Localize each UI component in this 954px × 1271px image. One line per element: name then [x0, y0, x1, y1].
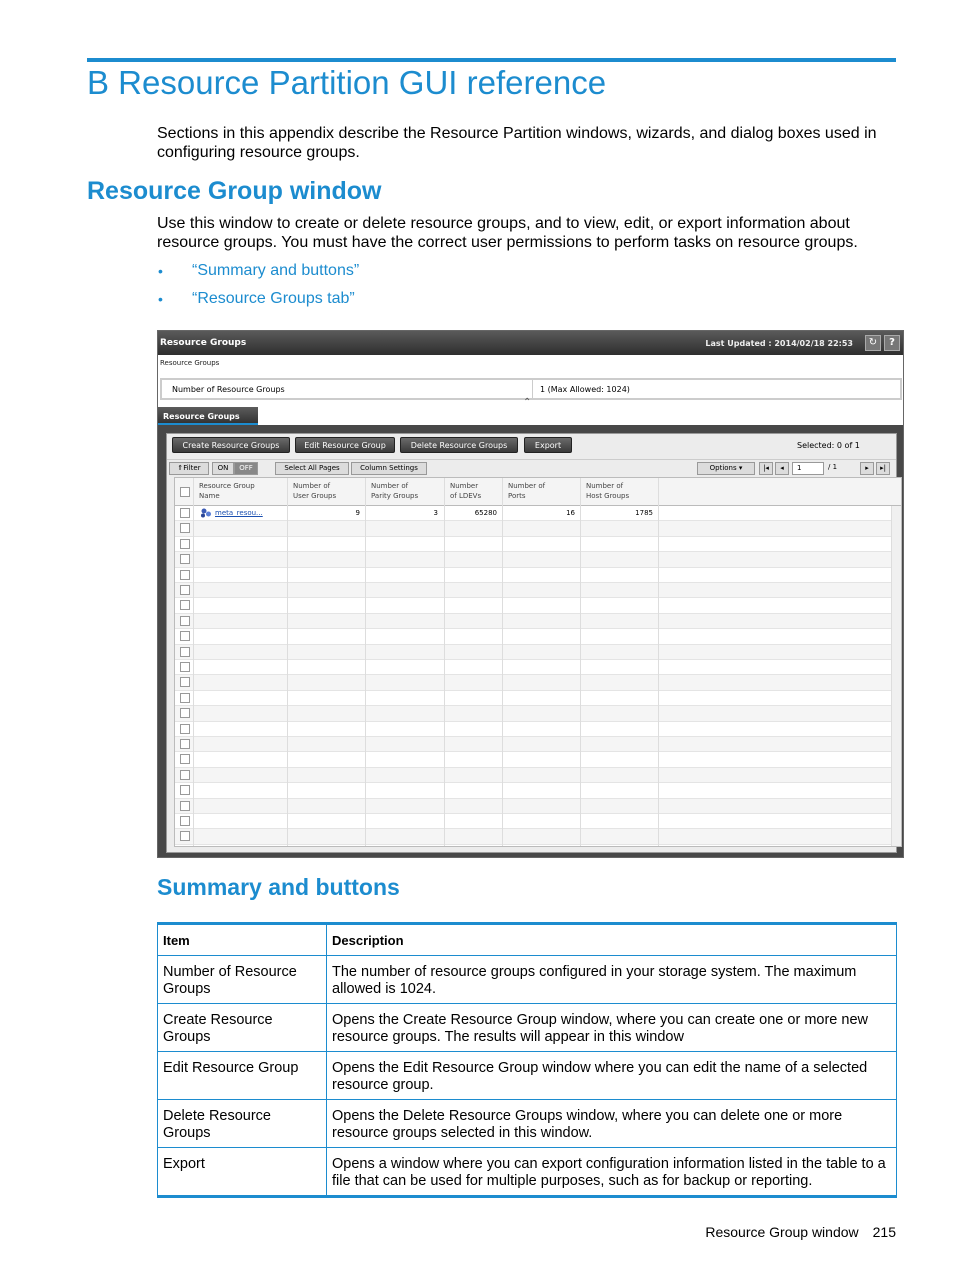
summary-label: Number of Resource Groups — [172, 385, 285, 394]
table-row — [158, 1052, 897, 1100]
table-row[interactable] — [175, 598, 901, 613]
create-resource-groups-button[interactable]: Create Resource Groups — [172, 437, 290, 453]
resource-groups-table — [174, 477, 902, 847]
prev-page-icon[interactable]: ◂ — [775, 462, 789, 475]
list-item — [157, 261, 359, 289]
divider — [193, 478, 194, 847]
table-row[interactable] — [175, 568, 901, 583]
page-number-input[interactable]: 1 — [792, 462, 824, 475]
filter-off-toggle[interactable]: OFF — [234, 462, 258, 475]
table-row[interactable] — [175, 722, 901, 737]
table-row[interactable] — [175, 660, 901, 675]
table-row[interactable] — [175, 706, 901, 721]
table-row[interactable] — [175, 783, 901, 798]
table-header-row — [158, 924, 897, 956]
divider — [658, 478, 659, 847]
row-checkbox[interactable] — [180, 739, 190, 749]
link-resource-groups-tab[interactable]: “Resource Groups tab” — [192, 290, 355, 307]
last-updated: Last Updated : 2014/02/18 22:53 — [705, 339, 853, 348]
summary-value: 1 (Max Allowed: 1024) — [540, 385, 630, 394]
first-page-icon[interactable]: |◂ — [759, 462, 773, 475]
table-row[interactable] — [175, 752, 901, 767]
divider — [444, 478, 445, 847]
table-row — [158, 1148, 897, 1197]
column-header-parity-groups: Number of Parity Groups — [371, 482, 419, 500]
row-parity-groups: 3 — [433, 509, 438, 517]
row-ports: 16 — [566, 509, 575, 517]
chapter-title: B Resource Partition GUI reference — [87, 64, 607, 101]
table-row[interactable] — [175, 537, 901, 552]
selected-count: Selected: 0 of 1 — [797, 441, 860, 450]
column-header-item: Item — [158, 924, 327, 956]
table-row[interactable] — [175, 799, 901, 814]
window-titlebar — [158, 331, 903, 355]
row-checkbox[interactable] — [180, 677, 190, 687]
column-header-host-groups: Number of Host Groups — [586, 482, 630, 500]
page-footer — [705, 1224, 896, 1240]
row-ldevs: 65280 — [474, 509, 497, 517]
table-row[interactable] — [175, 629, 901, 644]
table-toolbar — [167, 459, 896, 476]
row-checkbox[interactable] — [180, 616, 190, 626]
divider — [532, 380, 533, 398]
refresh-icon[interactable]: ↻ — [865, 335, 881, 351]
table-header — [175, 478, 901, 506]
table-row[interactable] — [175, 552, 901, 567]
summary-title: Summary and buttons — [157, 874, 400, 900]
list-item — [157, 289, 359, 317]
row-checkbox[interactable] — [180, 693, 190, 703]
description-cell: The number of resource groups configured in your storage system. The maximum allowed is 1024. — [327, 956, 897, 1004]
description-cell: Opens a window where you can export configuration information listed in the table to a file that can be used for multiple purposes, such as for backup or reporting. — [327, 1148, 897, 1197]
table-panel — [166, 433, 897, 853]
table-row[interactable] — [175, 583, 901, 598]
row-checkbox[interactable] — [180, 508, 190, 518]
options-dropdown[interactable]: Options ▾ — [697, 462, 755, 475]
row-host-groups: 1785 — [635, 509, 653, 517]
filter-on-toggle[interactable]: ON — [212, 462, 234, 475]
page-total: / 1 — [828, 463, 838, 471]
section-title: Resource Group window — [87, 177, 382, 205]
table-row[interactable] — [175, 675, 901, 690]
page-number: 215 — [872, 1224, 896, 1240]
row-checkbox[interactable] — [180, 585, 190, 595]
divider — [365, 478, 366, 847]
table-row — [158, 1100, 897, 1148]
section-links — [157, 261, 359, 317]
row-checkbox[interactable] — [180, 770, 190, 780]
row-checkbox[interactable] — [180, 724, 190, 734]
row-name-link[interactable]: meta_resou... — [215, 509, 263, 517]
row-checkbox[interactable] — [180, 816, 190, 826]
row-checkbox[interactable] — [180, 785, 190, 795]
table-row[interactable] — [175, 814, 901, 829]
intro-paragraph: Sections in this appendix describe the Resource Partition windows, wizards, and dialog boxes used in configuring resource groups. — [157, 125, 877, 161]
table-row — [158, 956, 897, 1004]
collapse-icon[interactable]: ⌃ — [523, 397, 532, 408]
row-checkbox[interactable] — [180, 600, 190, 610]
tab-resource-groups[interactable]: Resource Groups — [158, 407, 258, 425]
row-checkbox[interactable] — [180, 708, 190, 718]
column-header-ports: Number of Ports — [508, 482, 546, 500]
row-checkbox[interactable] — [180, 801, 190, 811]
select-all-checkbox[interactable] — [180, 487, 190, 497]
column-header-ldevs: Number of LDEVs — [450, 482, 482, 500]
delete-resource-groups-button[interactable]: Delete Resource Groups — [400, 437, 518, 453]
resource-group-icon — [200, 508, 212, 518]
row-checkbox[interactable] — [180, 647, 190, 657]
column-header-description: Description — [327, 924, 897, 956]
resource-groups-window-screenshot — [157, 330, 904, 858]
table-row[interactable] — [175, 614, 901, 629]
row-checkbox[interactable] — [180, 554, 190, 564]
divider — [287, 478, 288, 847]
summary-table — [157, 922, 897, 1198]
table-scrollbar[interactable] — [891, 506, 901, 847]
row-checkbox[interactable] — [180, 662, 190, 672]
filter-button[interactable]: ⇑Filter — [169, 462, 209, 475]
row-checkbox[interactable] — [180, 754, 190, 764]
row-checkbox[interactable] — [180, 631, 190, 641]
description-cell: Opens the Delete Resource Groups window, where you can delete one or more resource groups selected in this window. — [327, 1100, 897, 1148]
table-row[interactable] — [175, 645, 901, 660]
next-page-icon[interactable]: ▸ — [860, 462, 874, 475]
last-page-icon[interactable]: ▸| — [876, 462, 890, 475]
item-cell: Create Resource Groups — [158, 1004, 327, 1052]
row-checkbox[interactable] — [180, 570, 190, 580]
description-cell: Opens the Create Resource Group window, where you can create one or more new resource groups. The results will appear in this window — [327, 1004, 897, 1052]
column-header-name: Resource Group Name — [199, 482, 255, 500]
breadcrumb: Resource Groups — [160, 359, 220, 367]
column-settings-button[interactable]: Column Settings — [351, 462, 427, 475]
window-title: Resource Groups — [160, 338, 247, 348]
row-checkbox[interactable] — [180, 539, 190, 549]
table-row[interactable] — [175, 768, 901, 783]
column-header-user-groups: Number of User Groups — [293, 482, 337, 500]
row-checkbox[interactable] — [180, 523, 190, 533]
item-cell: Number of Resource Groups — [158, 956, 327, 1004]
item-cell: Export — [158, 1148, 327, 1197]
table-row — [158, 1004, 897, 1052]
divider — [502, 478, 503, 847]
footer-section: Resource Group window — [705, 1224, 859, 1240]
tab-panel — [158, 425, 904, 858]
table-row[interactable] — [175, 506, 901, 521]
link-summary-and-buttons[interactable]: “Summary and buttons” — [192, 262, 360, 279]
table-row[interactable] — [175, 691, 901, 706]
select-all-pages-button[interactable]: Select All Pages — [275, 462, 349, 475]
row-user-groups: 9 — [355, 509, 360, 517]
table-row[interactable] — [175, 521, 901, 536]
export-button[interactable]: Export — [524, 437, 572, 453]
table-row[interactable] — [175, 737, 901, 752]
table-row[interactable] — [175, 829, 901, 844]
item-cell: Edit Resource Group — [158, 1052, 327, 1100]
help-button[interactable]: ? — [884, 335, 900, 351]
item-cell: Delete Resource Groups — [158, 1100, 327, 1148]
section-description: Use this window to create or delete resource groups, and to view, edit, or export information about resource groups. You must have the correct user permissions to perform tasks on resource groups. — [157, 215, 858, 251]
chapter-rule — [87, 58, 896, 62]
edit-resource-group-button[interactable]: Edit Resource Group — [295, 437, 395, 453]
row-checkbox[interactable] — [180, 831, 190, 841]
divider — [580, 478, 581, 847]
description-cell: Opens the Edit Resource Group window where you can edit the name of a selected resource group. — [327, 1052, 897, 1100]
